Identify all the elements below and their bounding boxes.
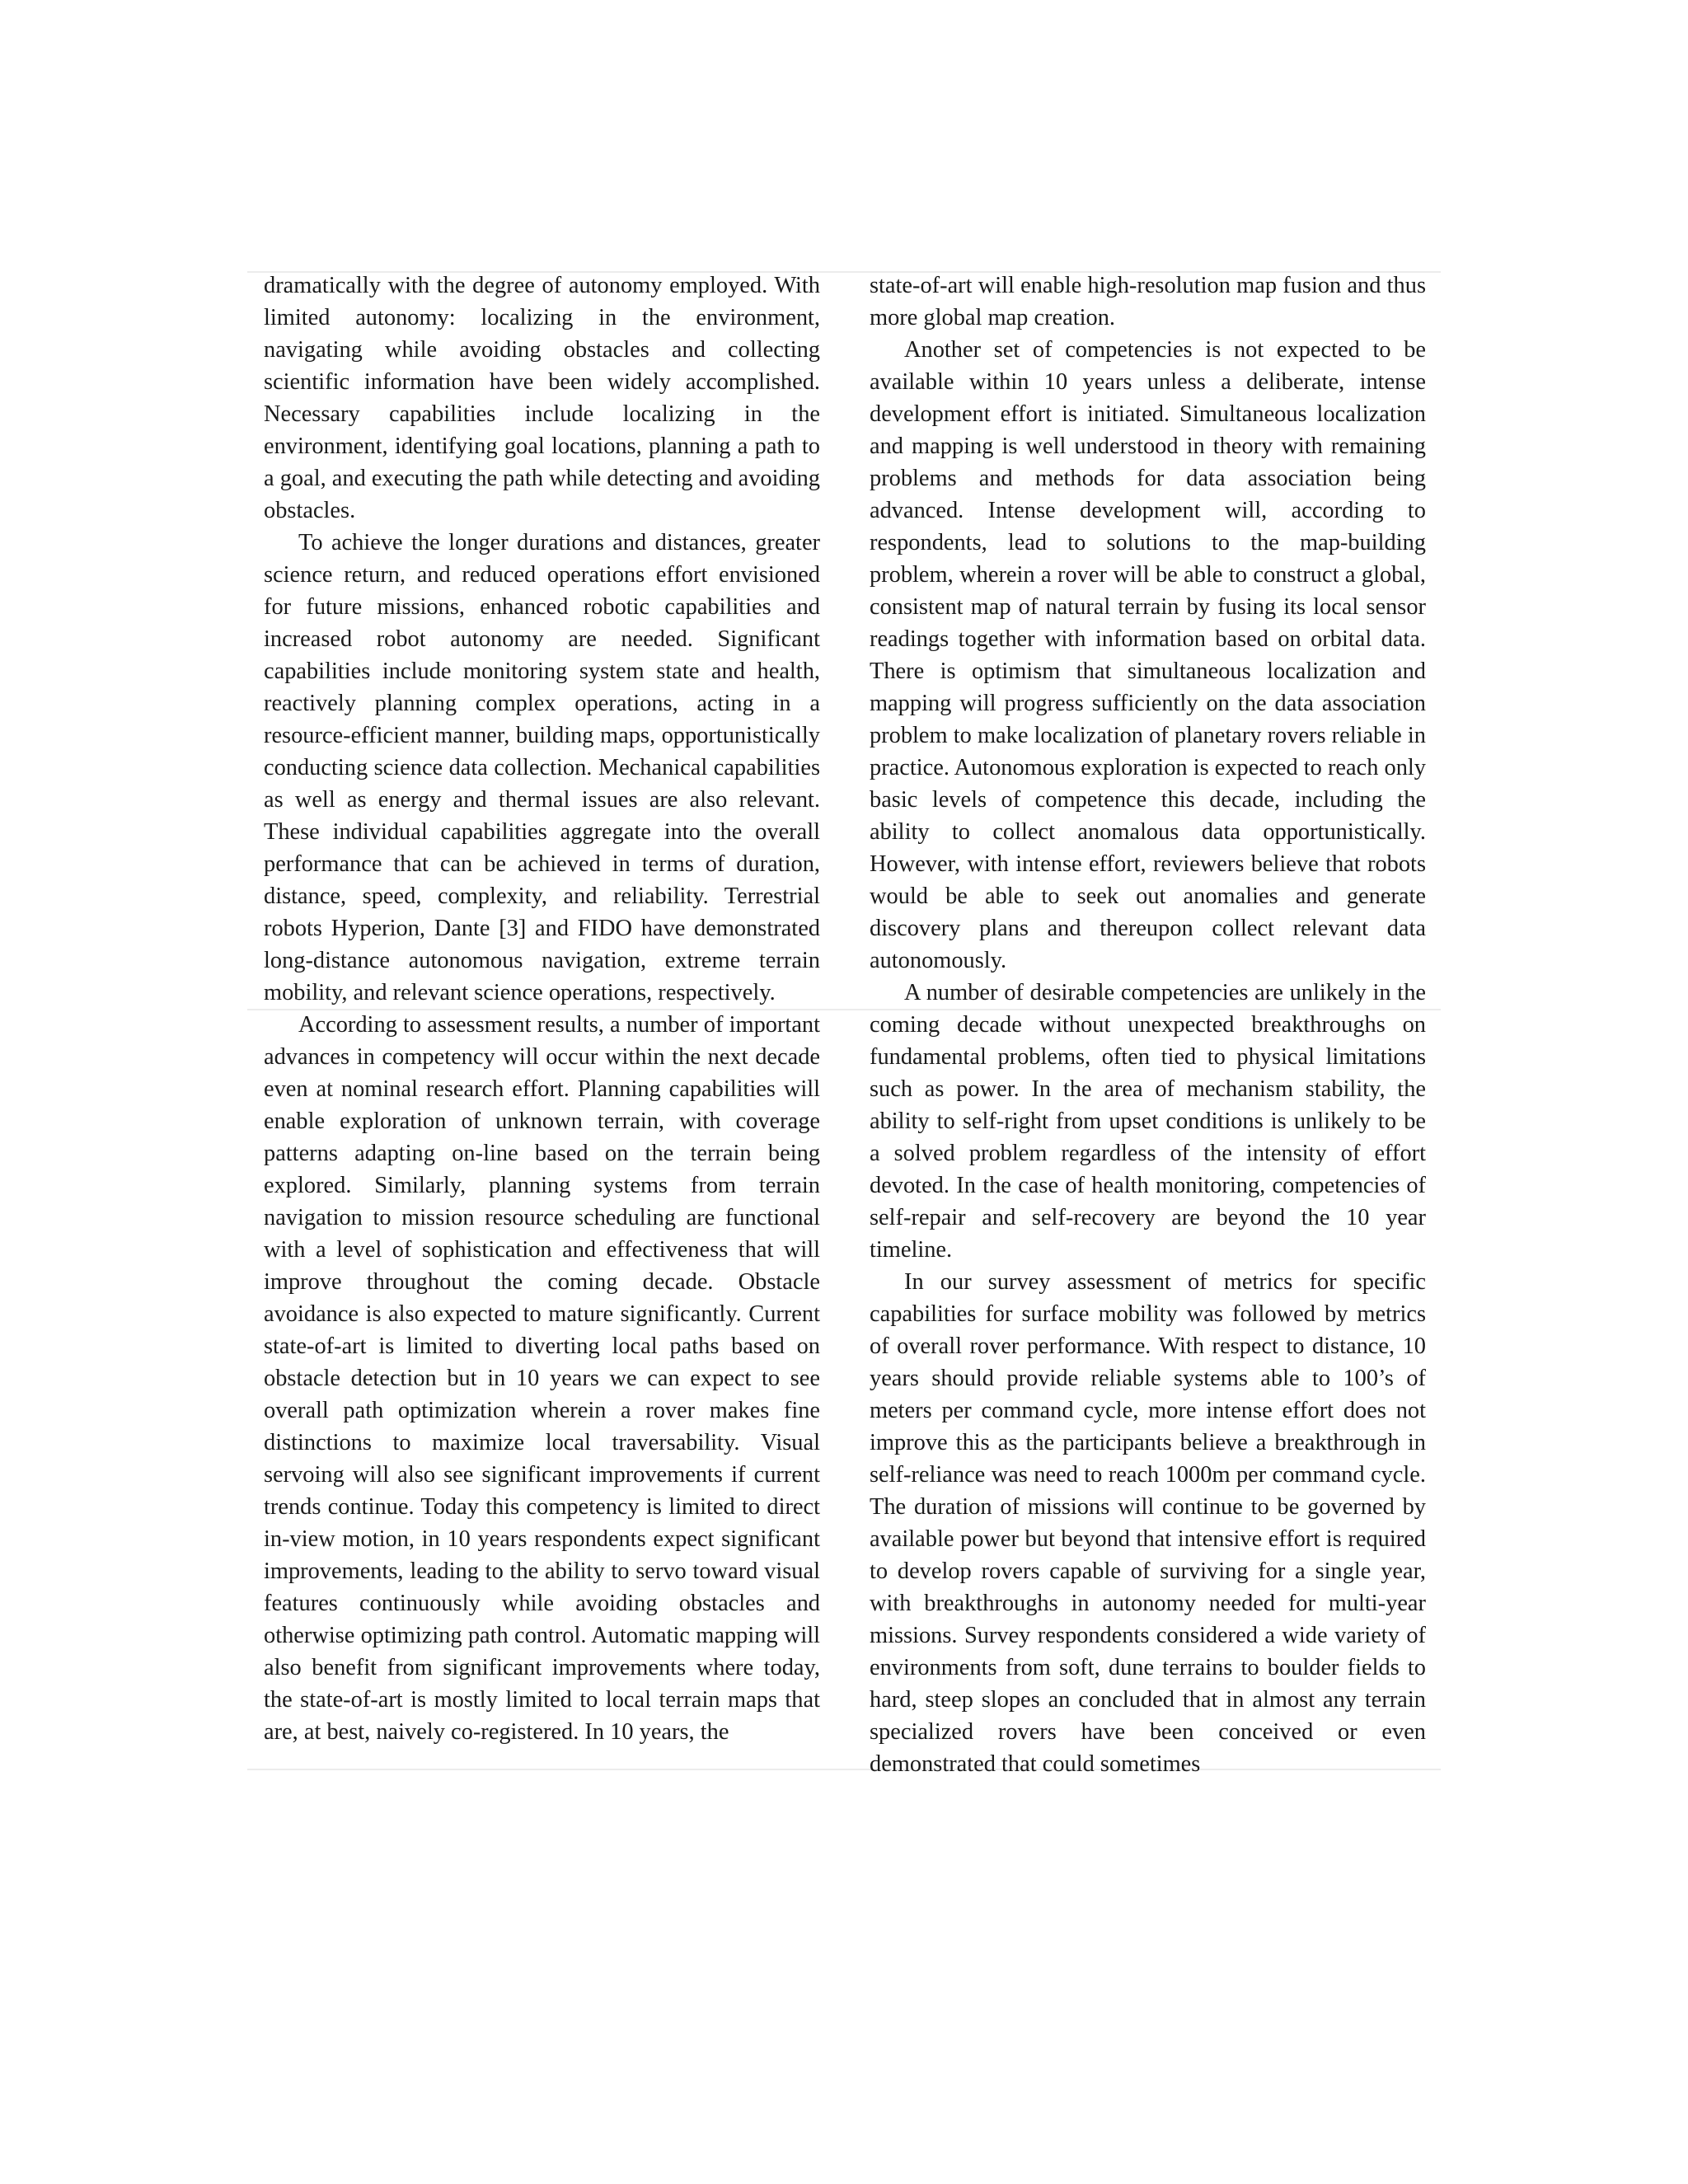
- right-column: [870, 269, 1426, 1780]
- paragraph: To achieve the longer durations and distances, greater science return, and reduced operations effort envisioned for future missions, enhanced robotic capabilities and increased robot autonomy are needed. Significant capabilities include monitoring system state and health, reactively planning complex operations, acting in a resource-efficient manner, building maps, opportunistically conducting science data collection. Mechanical capabilities as well as energy and thermal issues are also relevant. These individual capabilities aggregate into the overall performance that can be achieved in terms of duration, distance, speed, complexity, and reliability. Terrestrial robots Hyperion, Dante [3] and FIDO have demonstrated long-distance autonomous navigation, extreme terrain mobility, and relevant science operations, respectively.: [264, 530, 820, 1005]
- paragraph: According to assessment results, a number of important advances in competency will occur within the next decade even at nominal research effort. Planning capabilities will enable exploration of unknown terrain, with coverage patterns adapting on-line based on the terrain being explored. Similarly, planning systems from terrain navigation to mission resource scheduling are functional with a level of sophistication and effectiveness that will improve throughout the coming decade. Obstacle avoidance is also expected to mature significantly. Current state-of-art is limited to diverting local paths based on obstacle detection but in 10 years we can expect to see overall path optimization wherein a rover makes fine distinctions to maximize local traversability. Visual servoing will also see significant improvements if current trends continue. Today this competency is limited to direct in-view motion, in 10 years respondents expect significant improvements, leading to the ability to servo toward visual features continuously while avoiding obstacles and otherwise optimizing path control. Automatic mapping will also benefit from significant improvements where today, the state-of-art is mostly limited to local terrain maps that are, at best, naively co-registered. In 10 years, the: [264, 1012, 820, 1745]
- paragraph: In our survey assessment of metrics for specific capabilities for surface mobility was followed by metrics of overall rover performance. With respect to distance, 10 years should provide reliable systems able to 100’s of meters per command cycle, more intense effort does not improve this as the participants believe a breakthrough in self-reliance was need to reach 1000m per command cycle. The duration of missions will continue to be governed by available power but beyond that intensive effort is required to develop rovers capable of surviving for a single year, with breakthroughs in autonomy needed for multi-year missions. Survey respondents considered a wide variety of environments from soft, dune terrains to boulder fields to hard, steep slopes an concluded that in almost any terrain specialized rovers have been conceived or even demonstrated that could sometimes: [870, 1269, 1426, 1777]
- left-column: [264, 269, 820, 1748]
- paragraph: Another set of competencies is not expected to be available within 10 years unless a deliberate, intense development effort is initiated. Simultaneous localization and mapping is well understood in theory with remaining problems and methods for data association being advanced. Intense development will, according to respondents, lead to solutions to the map-building problem, wherein a rover will be able to construct a global, consistent map of natural terrain by fusing its local sensor readings together with information based on orbital data. There is optimism that simultaneous localization and mapping will progress sufficiently on the data association problem to make localization of planetary rovers reliable in practice. Autonomous exploration is expected to reach only basic levels of competence this decade, including the ability to collect anomalous data opportunistically. However, with intense effort, reviewers believe that robots would be able to seek out anomalies and generate discovery plans and thereupon collect relevant data autonomously.: [870, 337, 1426, 973]
- paragraph: state-of-art will enable high-resolution map fusion and thus more global map creation.: [870, 273, 1426, 330]
- paragraph: A number of desirable competencies are unlikely in the coming decade without unexpected breakthroughs on fundamental problems, often tied to physical limitations such as power. In the area of mechanism stability, the ability to self-right from upset conditions is unlikely to be a solved problem regardless of the intensity of effort devoted. In the case of health monitoring, competencies of self-repair and self-recovery are beyond the 10 year timeline.: [870, 980, 1426, 1263]
- paragraph: dramatically with the degree of autonomy employed. With limited autonomy: localizing in the environment, navigating while avoiding obstacles and collecting scientific information have been widely accomplished. Necessary capabilities include localizing in the environment, identifying goal locations, planning a path to a goal, and executing the path while detecting and avoiding obstacles.: [264, 273, 820, 523]
